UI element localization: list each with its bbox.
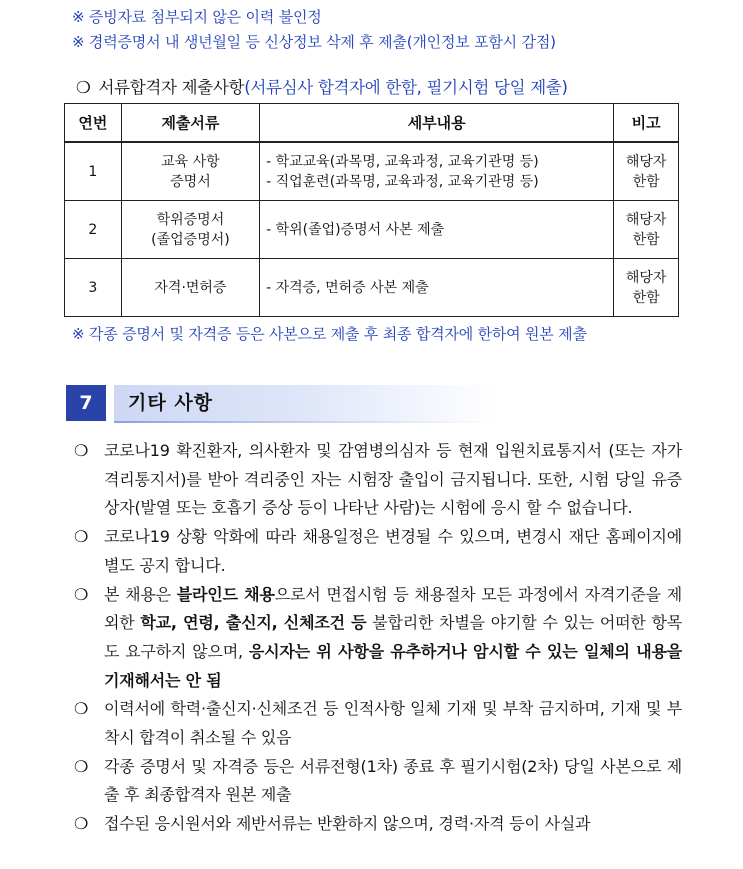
note-evidence: ※ 증빙자료 첨부되지 않은 이력 불인정 <box>72 8 322 26</box>
emphasis-criteria: 학교, 연령, 출신지, 신체조건 등 <box>140 613 367 633</box>
banner-underline <box>114 421 498 423</box>
row-detail-line: - 학위(졸업)증명서 사본 제출 <box>266 221 445 238</box>
section-number-badge: 7 <box>66 385 106 421</box>
section-title-text: 서류합격자 제출사항 <box>98 78 245 97</box>
table-row <box>65 259 679 317</box>
row-doc-line: 증명서 <box>170 173 211 190</box>
circle-bullet-icon: ❍ <box>74 699 89 719</box>
circle-bullet-icon: ❍ <box>74 441 89 460</box>
row-detail-line: - 자격증, 면허증 사본 제출 <box>266 279 429 296</box>
emphasis-blind: 블라인드 채용 <box>176 584 275 604</box>
other-notes-list <box>74 437 682 839</box>
row-detail <box>260 259 614 317</box>
note-original-submission: ※ 각종 증명서 및 자격증 등은 사본으로 제출 후 최종 합격자에 한하여 원본 제출 <box>72 325 587 343</box>
list-item-text: 코로나19 확진환자, 의사환자 및 감염병의심자 등 현재 입원치료통지서 (또는 자가격리통지서)를 받아 격리중인 자는 시험장 출입이 금지됩니다. 또한, 시험 당일 유증상자(발열 또는 호흡기 증상 등이 나타난 사람)는 시험에 응시 할 수 없습니다. <box>104 441 682 518</box>
col-header-no: 연번 <box>65 104 122 143</box>
documents-table <box>64 103 679 317</box>
list-item-text: 코로나19 상황 악화에 따라 채용일정은 변경될 수 있으며, 변경시 재단 홈페이지에 별도 공지 합니다. <box>104 527 682 575</box>
list-item <box>74 753 682 810</box>
documents-section-title <box>76 74 568 98</box>
row-doc-line: 교육 사항 <box>161 153 220 170</box>
row-note-line: 해당자 <box>625 211 667 228</box>
circle-bullet-icon: ❍ <box>74 584 89 604</box>
row-note-line: 한함 <box>632 231 660 248</box>
row-detail <box>260 142 614 201</box>
row-no: 2 <box>65 201 122 259</box>
row-detail-line: - 직업훈련(과목명, 교육과정, 교육기관명 등) <box>266 173 539 190</box>
row-doc-line: 학위증명서 <box>156 211 225 228</box>
row-note-line: 해당자 <box>625 269 667 286</box>
table-row <box>65 201 679 259</box>
row-doc <box>121 259 259 317</box>
list-item-text: 불합리한 차별을 야기할 수 있는 어떠한 항목도 요구하지 않으며, <box>104 613 683 661</box>
circle-bullet-icon: ❍ <box>74 814 89 834</box>
section-7-title: 기타 사항 <box>128 392 214 414</box>
banner-gap <box>106 385 114 421</box>
row-doc-line: (졸업증명서) <box>151 231 230 248</box>
emphasis-warning: 응시자는 위 사항을 유추하거나 암시할 수 있는 일체의 내용을 기재해서는 안 됨 <box>104 641 682 690</box>
col-header-doc: 제출서류 <box>121 104 259 143</box>
table-row <box>65 142 679 201</box>
circle-bullet-icon: ❍ <box>74 756 89 776</box>
row-note <box>614 201 679 259</box>
list-item <box>74 810 682 839</box>
section-7-banner <box>66 385 498 421</box>
note-career-cert: ※ 경력증명서 내 생년월일 등 신상정보 삭제 후 제출(개인정보 포함시 감점) <box>72 33 556 51</box>
circle-bullet-icon: ❍ <box>76 78 91 97</box>
table-header-row <box>65 104 679 143</box>
list-item <box>74 523 682 580</box>
row-detail <box>260 201 614 259</box>
row-note <box>614 142 679 201</box>
row-no: 3 <box>65 259 122 317</box>
list-item <box>74 581 682 696</box>
circle-bullet-icon: ❍ <box>74 527 89 547</box>
row-doc <box>121 201 259 259</box>
row-note-line: 해당자 <box>625 153 667 170</box>
list-item-text: 접수된 응시원서와 제반서류는 반환하지 않으며, 경력·자격 등이 사실과 <box>104 814 591 834</box>
col-header-note: 비고 <box>614 104 679 143</box>
list-item <box>74 437 682 523</box>
row-detail-line: - 학교교육(과목명, 교육과정, 교육기관명 등) <box>266 153 539 170</box>
row-note-line: 한함 <box>632 289 660 306</box>
section-title-note: (서류심사 합격자에 한함, 필기시험 당일 제출) <box>244 78 568 97</box>
row-doc-line: 자격·면허증 <box>154 279 227 296</box>
list-item-text: 각종 증명서 및 자격증 등은 서류전형(1차) 종료 후 필기시험(2차) 당일 사본으로 제출 후 최종합격자 원본 제출 <box>104 756 682 805</box>
list-item-text: 으로서 면접시험 등 채용절차 모든 과정에서 자격기준을 제외한 <box>104 584 682 633</box>
list-item-text: 본 채용은 <box>104 584 177 604</box>
row-note-line: 한함 <box>632 173 660 190</box>
row-no: 1 <box>65 142 122 201</box>
col-header-detail: 세부내용 <box>260 104 614 143</box>
list-item <box>74 695 682 752</box>
row-note <box>614 259 679 317</box>
list-item-text: 이력서에 학력·출신지·신체조건 등 인적사항 일체 기재 및 부착 금지하며, 기재 및 부착시 합격이 취소될 수 있음 <box>104 699 682 748</box>
row-doc <box>121 142 259 201</box>
